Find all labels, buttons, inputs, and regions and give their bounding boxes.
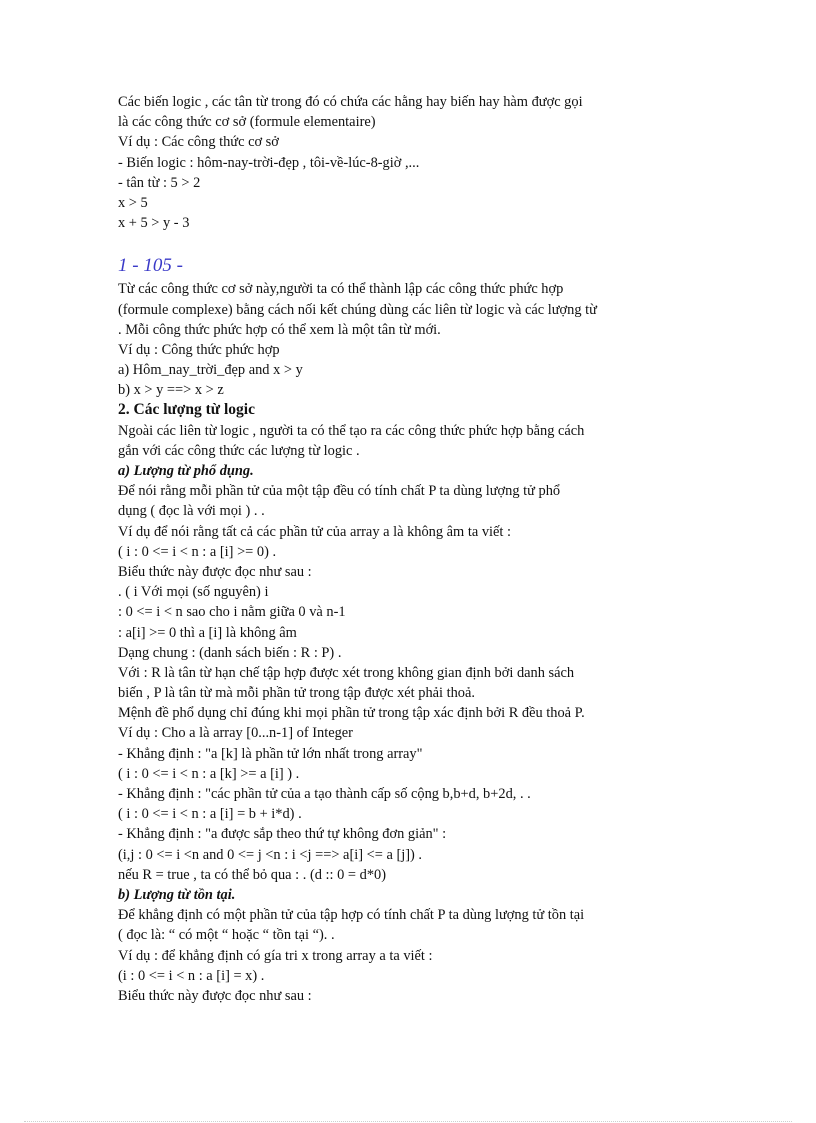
text-line: (i : 0 <= i < n : a [i] = x) . <box>118 967 265 984</box>
text-line: Ví dụ : Các công thức cơ sở <box>118 134 279 151</box>
text-line: a) Hôm_nay_trời_đẹp and x > y <box>118 362 303 379</box>
text-line: Để nói rằng mỗi phần tử của một tập đều có tính chất P ta dùng lượng tử phổ <box>118 483 561 500</box>
text-line: Từ các công thức cơ sở này,người ta có thể thành lập các công thức phức hợp <box>118 281 564 298</box>
text-line: ( i : 0 <= i < n : a [i] >= 0) . <box>118 543 277 560</box>
text-line: x + 5 > y - 3 <box>118 215 190 232</box>
text-line: dụng ( đọc là với mọi ) . . <box>118 503 265 520</box>
text-line: - Khẳng định : "a được sắp theo thứ tự không đơn giản" : <box>118 826 447 843</box>
text-line: . Mỗi công thức phức hợp có thể xem là một tân từ mới. <box>118 321 441 338</box>
page-bottom-rule <box>24 1121 792 1122</box>
text-line: - Khẳng định : "a [k] là phần tử lớn nhất trong array" <box>118 745 423 762</box>
text-line: ( i : 0 <= i < n : a [k] >= a [i] ) . <box>118 765 300 782</box>
text-line: ( đọc là: “ có một “ hoặc “ tồn tại “). . <box>118 927 335 944</box>
text-line: Ví dụ để nói rằng tất cả các phần tử của array a là không âm ta viết : <box>118 523 511 540</box>
text-line: Dạng chung : (danh sách biến : R : P) . <box>118 644 342 661</box>
text-line: là các công thức cơ sở (formule elementaire) <box>118 114 376 131</box>
text-line: b) x > y ==> x > z <box>118 382 224 399</box>
spacer <box>118 233 678 253</box>
quantifiers-intro-block <box>118 421 678 461</box>
existential-quantifier-block <box>118 905 678 1006</box>
heading-existential-quantifier: b) Lượng từ tồn tại. <box>118 886 236 903</box>
text-line: nếu R = true , ta có thể bỏ qua : . (d :: 0 = d*0) <box>118 866 387 883</box>
text-line: Biểu thức này được đọc như sau : <box>118 987 312 1004</box>
text-line: - tân từ : 5 > 2 <box>118 174 201 191</box>
heading-quantifiers: 2. Các lượng từ logic <box>118 401 255 419</box>
text-line: Ví dụ : để khẳng định có gía tri x trong array a ta viết : <box>118 947 433 964</box>
text-line: (i,j : 0 <= i <n and 0 <= j <n : i <j ==> a[i] <= a [j]) . <box>118 846 423 863</box>
universal-quantifier-block <box>118 481 678 885</box>
text-line: (formule complexe) bằng cách nối kết chúng dùng các liên từ logic và các lượng từ <box>118 301 597 318</box>
text-line: Biểu thức này được đọc như sau : <box>118 563 312 580</box>
text-line: Với : R là tân từ hạn chế tập hợp được xét trong không gian định bởi danh sách <box>118 664 575 681</box>
text-line: Các biến logic , các tân từ trong đó có chứa các hằng hay biến hay hàm được gọi <box>118 94 583 110</box>
text-line: Ví dụ : Cho a là array [0...n-1] of Integer <box>118 725 353 742</box>
text-line: ( i : 0 <= i < n : a [i] = b + i*d) . <box>118 806 302 823</box>
text-line: Mệnh đề phổ dụng chỉ đúng khi mọi phần tử trong tập xác định bởi R đều thoả P. <box>118 705 585 722</box>
text-line: biến , P là tân từ mà mỗi phần tử trong tập được xét phải thoả. <box>118 685 475 702</box>
text-line: - Biến logic : hôm-nay-trời-đẹp , tôi-về-lúc-8-giờ ,... <box>118 154 420 171</box>
text-line: gắn với các công thức các lượng từ logic . <box>118 442 360 459</box>
text-line: x > 5 <box>118 194 148 211</box>
text-line: Ngoài các liên từ logic , người ta có thể tạo ra các công thức phức hợp bằng cách <box>118 422 585 439</box>
text-line: : 0 <= i < n sao cho i nằm giữa 0 và n-1 <box>118 604 346 621</box>
section-number: 1 - 105 - <box>118 255 183 277</box>
page-content <box>118 92 678 1006</box>
text-line: Ví dụ : Công thức phức hợp <box>118 341 280 358</box>
text-line: . ( i Với mọi (số nguyên) i <box>118 584 269 601</box>
text-line: - Khẳng định : "các phần tử của a tạo thành cấp số cộng b,b+d, b+2d, . . <box>118 786 531 802</box>
heading-universal-quantifier: a) Lượng từ phổ dụng. <box>118 463 254 479</box>
compound-formula-block <box>118 279 678 400</box>
intro-block <box>118 92 678 233</box>
text-line: Để khẳng định có một phần tử của tập hợp có tính chất P ta dùng lượng tử tồn tại <box>118 907 585 924</box>
text-line: : a[i] >= 0 thì a [i] là không âm <box>118 624 297 641</box>
